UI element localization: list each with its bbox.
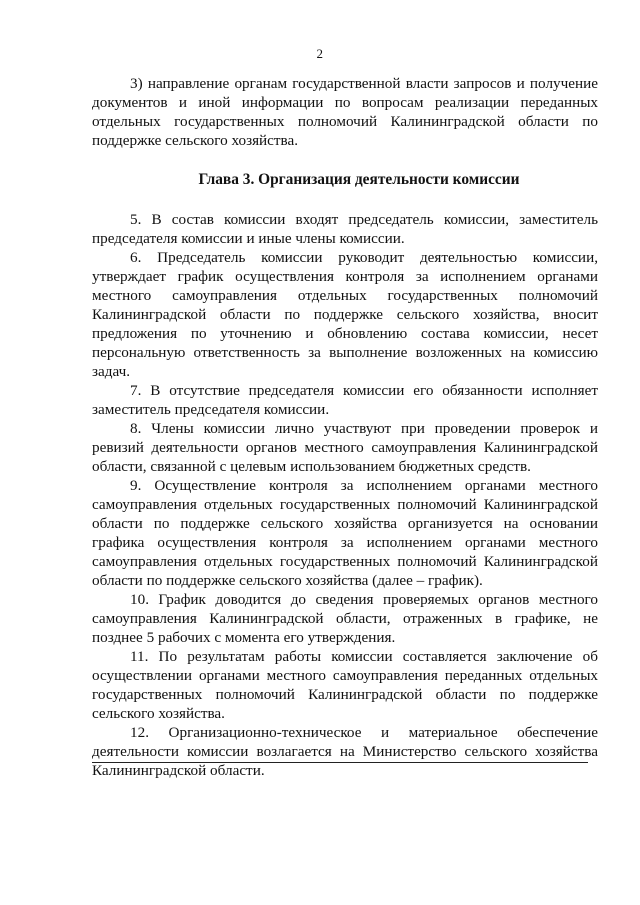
chapter-title: Глава 3. Организация деятельности комиссии: [198, 171, 520, 188]
paragraph-item-3: 3) направление органам государственной власти запросов и получение документов и иной информации по вопросам реализации переданных отдельных государственных полномочий Калининградской области по поддержке сельского хозяйства.: [92, 75, 598, 149]
paragraph-10: 10. График доводится до сведения проверяемых органов местного самоуправления Калининградской области, отраженных в графике, не позднее 5 рабочих с момента его утверждения.: [92, 591, 598, 646]
paragraph-6: 6. Председатель комиссии руководит деятельностью комиссии, утверждает график осуществления контроля за исполнением органами местного самоуправления отдельных государственных полномочий Калининградской области по поддержке сельского хозяйства, вносит предложения по уточнению и обновлению состава комиссии, несет персональную ответственность за выполнение возложенных на комиссию задач.: [92, 249, 598, 380]
paragraph-12: 12. Организационно-техническое и материальное обеспечение деятельности комиссии возлагается на Министерство сельского хозяйства Калининградской области.: [92, 724, 598, 779]
paragraph-9: 9. Осуществление контроля за исполнением органами местного самоуправления отдельных государственных полномочий Калининградской области по поддержке сельского хозяйства организуется на основании графика осуществления контроля за исполнением органами местного самоуправления отдельных государственных полномочий Калининградской области по поддержке сельского хозяйства (далее – график).: [92, 477, 598, 589]
end-of-text-rule: [92, 762, 588, 763]
paragraph-5: 5. В состав комиссии входят председатель комиссии, заместитель председателя комиссии и иные члены комиссии.: [92, 211, 598, 247]
page-number: 2: [316, 46, 324, 61]
paragraph-7: 7. В отсутствие председателя комиссии его обязанности исполняет заместитель председателя комиссии.: [92, 382, 598, 418]
paragraph-11: 11. По результатам работы комиссии составляется заключение об осуществлении органами местного самоуправления переданных отдельных государственных полномочий Калининградской области по поддержке сельского хозяйства.: [92, 648, 598, 722]
paragraph-8: 8. Члены комиссии лично участвуют при проведении проверок и ревизий деятельности органов местного самоуправления Калининградской области, связанной с целевым использованием бюджетных средств.: [92, 420, 598, 475]
document-body: [92, 74, 598, 780]
